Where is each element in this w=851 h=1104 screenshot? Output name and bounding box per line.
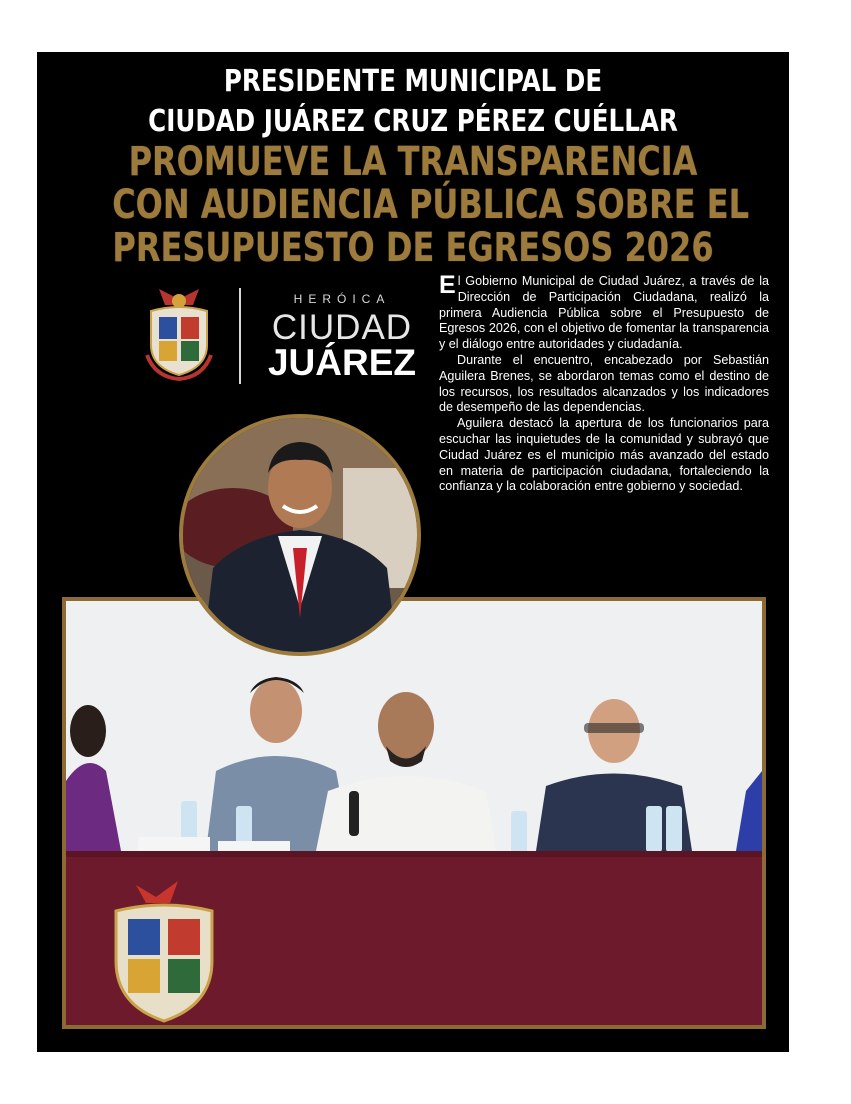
article-body — [439, 271, 769, 495]
dropcap: E — [439, 271, 456, 299]
coat-of-arms-icon — [145, 285, 213, 381]
logo-juarez-text: JUÁREZ — [267, 342, 417, 383]
article-panel — [37, 52, 789, 1052]
article-paragraph-3: Aguilera destacó la apertura de los funcionarios para escuchar las inquietudes de la comunidad y subrayó que Ciudad Juárez es el municipio más avanzado del estado en materia de participación ciudadana, fortaleciendo la confianza y la colaboración entre gobierno y sociedad. — [439, 416, 769, 494]
logo-ciudad-text: CIUDAD — [271, 308, 413, 347]
portrait-photo — [179, 414, 421, 656]
headline-line-4: CON AUDIENCIA PÚBLICA SOBRE EL — [112, 182, 750, 228]
logo-heroica-text: HERÓICA — [293, 292, 391, 306]
headline-line-2: CIUDAD JUÁREZ CRUZ PÉREZ CUÉLLAR — [148, 104, 678, 139]
logo-divider — [239, 288, 241, 384]
event-photo-illustration — [66, 601, 762, 1025]
article-paragraph-1-text: l Gobierno Municipal de Ciudad Juárez, a través de la Dirección de Participación Ciudadana, realizó la primera Audiencia Pública sobre el Presupuesto de Egresos 2026, con el objetivo de fomentar la transparencia y el diálogo entre autoridades y ciudadanía. — [439, 274, 769, 352]
portrait-illustration — [183, 418, 417, 652]
headline-line-1: PRESIDENTE MUNICIPAL DE — [223, 64, 603, 99]
article-paragraph-1 — [439, 271, 769, 353]
article-paragraph-2: Durante el encuentro, encabezado por Sebastián Aguilera Brenes, se abordaron temas como el destino de los recursos, los resultados alcanzados y los indicadores de desempeño de las dependencias. — [439, 352, 769, 415]
event-photo — [62, 597, 766, 1029]
headline-line-5: PRESUPUESTO DE EGRESOS 2026 — [112, 225, 714, 271]
headline-line-3: PROMUEVE LA TRANSPARENCIA — [128, 139, 698, 185]
